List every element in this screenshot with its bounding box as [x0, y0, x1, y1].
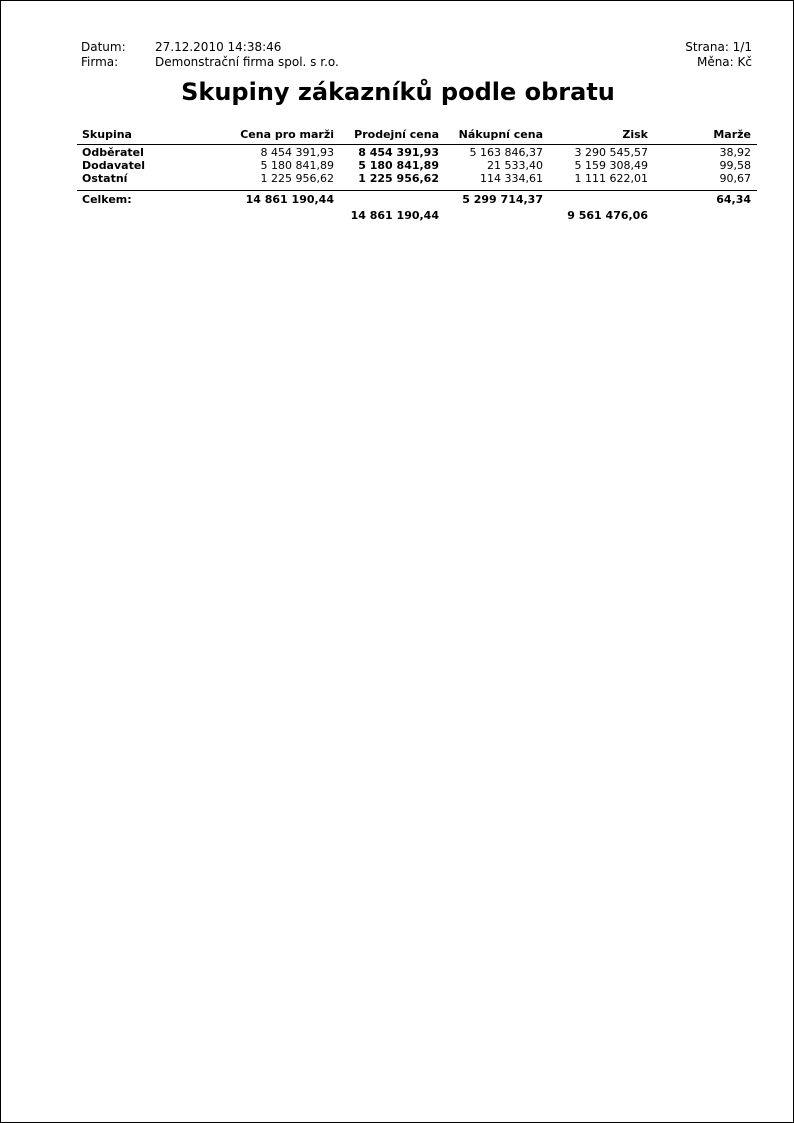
- date-value: 27.12.2010 14:38:46: [155, 40, 282, 54]
- table-row: [77, 172, 757, 185]
- report-title: Skupiny zákazníků podle obratu: [181, 78, 615, 106]
- column-header-margin-price: Cena pro marži: [240, 128, 334, 141]
- column-header-sale-price: Prodejní cena: [354, 128, 439, 141]
- margin-price-cell: 1 225 956,62: [260, 172, 334, 185]
- totals-row-secondary: [77, 208, 757, 224]
- column-header-profit: Zisk: [622, 128, 648, 141]
- margin-cell: 38,92: [719, 146, 751, 159]
- group-cell: Dodavatel: [82, 159, 146, 172]
- profit-cell: 5 159 308,49: [574, 159, 648, 172]
- total-margin-price: 14 861 190,44: [245, 193, 334, 206]
- total-sale-price: 14 861 190,44: [350, 209, 439, 222]
- profit-cell: 1 111 622,01: [574, 172, 648, 185]
- column-header-margin: Marže: [713, 128, 751, 141]
- total-margin: 64,34: [716, 193, 751, 206]
- table-header: [77, 128, 757, 145]
- report-meta-left: [81, 40, 339, 70]
- company-value: Demonstrační firma spol. s r.o.: [155, 55, 339, 69]
- column-header-purchase-price: Nákupní cena: [458, 128, 543, 141]
- company-label: Firma:: [81, 55, 119, 69]
- purchase-price-cell: 5 163 846,37: [469, 146, 543, 159]
- purchase-price-cell: 114 334,61: [480, 172, 543, 185]
- margin-price-cell: 5 180 841,89: [260, 159, 334, 172]
- margin-price-cell: 8 454 391,93: [260, 146, 334, 159]
- report-meta-right: [685, 40, 752, 70]
- table-row: [77, 146, 757, 159]
- group-cell: Ostatní: [82, 172, 128, 185]
- table-row: [77, 159, 757, 172]
- table-body: [77, 145, 757, 185]
- margin-cell: 90,67: [719, 172, 751, 185]
- profit-cell: 3 290 545,57: [574, 146, 648, 159]
- group-cell: Odběratel: [82, 146, 144, 159]
- purchase-price-cell: 21 533,40: [487, 159, 543, 172]
- currency-info: Měna: Kč: [696, 55, 752, 69]
- page-info: Strana: 1/1: [685, 40, 752, 54]
- totals-row: [77, 192, 757, 208]
- sale-price-cell: 8 454 391,93: [358, 146, 439, 159]
- sale-price-cell: 5 180 841,89: [358, 159, 439, 172]
- total-purchase-price: 5 299 714,37: [462, 193, 543, 206]
- report-table: [77, 128, 757, 224]
- column-header-group: Skupina: [82, 128, 132, 141]
- total-profit: 9 561 476,06: [567, 209, 648, 222]
- totals-label: Celkem:: [82, 193, 132, 206]
- totals-divider: [77, 190, 757, 191]
- margin-cell: 99,58: [719, 159, 751, 172]
- sale-price-cell: 1 225 956,62: [358, 172, 439, 185]
- date-label: Datum:: [81, 40, 126, 54]
